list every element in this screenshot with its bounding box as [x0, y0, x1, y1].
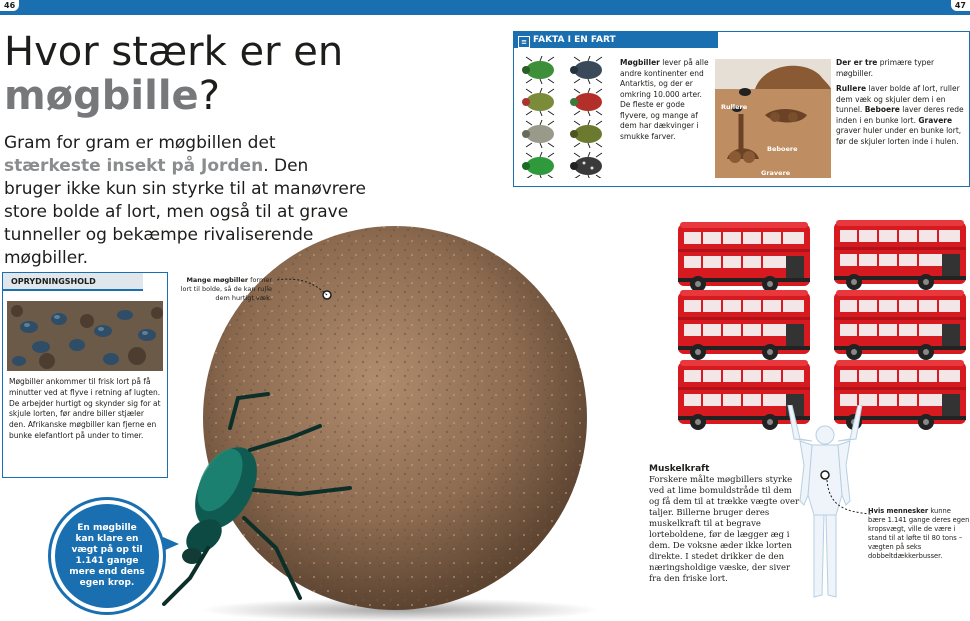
callout-line6: end dens: [95, 567, 145, 577]
human-note: [868, 507, 970, 561]
rullere-bold: Rullere: [836, 84, 867, 93]
strength-callout: [48, 497, 166, 615]
beetle-red-icon: [570, 88, 602, 116]
title-line1: Hvor stærk er en: [4, 29, 344, 75]
fakta-box: [513, 31, 970, 187]
ball-note-bold: Mange møgbiller: [186, 276, 249, 284]
callout-line2: kan klare en: [75, 534, 139, 544]
types-detail: [836, 84, 964, 147]
callout-pointer: [163, 535, 183, 555]
fakta-heading: [514, 32, 718, 48]
label-rullere: Rullere: [721, 103, 748, 111]
gravere-text: graver huler under en bunke lort, før de skjuler lorten inde i hulen.: [836, 126, 962, 146]
beetle-types-illustration: [715, 59, 831, 178]
oprydningshold-text: Møgbiller ankommer til frisk lort på få minutter ved at flyve i retning af lugten. De arbejder hurtigt og skynder sig for at skjule lorten, før andre biller stjæler den. Afrikanske møgbiller kan fjerne en bunke elefantlort på under to timer.: [9, 377, 161, 440]
intro-part2: . Den bruger ikke kun sin styrke til at manøvrere store bolde af lort, men også til at grave tunneller og bekæmpe rivaliserende møgbiller.: [4, 156, 366, 268]
soil-cross-section: [715, 59, 831, 178]
fakta-text-bold: Møgbiller: [620, 58, 660, 67]
callout-line5: mere: [69, 567, 96, 577]
callout-line3: vægt på op til: [71, 545, 143, 555]
strength-callout-inner: [55, 504, 159, 608]
beboere-text: laver deres rede inden i en bunke lort.: [836, 105, 964, 125]
beboere-bold: Beboere: [864, 105, 900, 114]
callout-line1: En møgbille: [77, 523, 137, 533]
fakta-types-text: [836, 58, 964, 147]
human-note-bold: Hvis mennesker: [868, 507, 929, 515]
intro-part1: Gram for gram er møgbillen det: [4, 133, 276, 153]
ball-note-text: former lort til bolde, så de kan rulle dem hurtigt væk.: [180, 276, 272, 302]
human-note-text: kunne bære 1.141 gange deres egen kropsvægt, ville de være i stand til at løfte til 80 tons – vægten på seks dobbeltdækkerbusser.: [868, 507, 970, 560]
beetles-on-dung-photo: [7, 301, 163, 371]
top-color-bar: [0, 0, 970, 15]
beetle-blue-icon: [570, 56, 602, 84]
oprydningshold-box: [2, 272, 168, 478]
label-gravere: Gravere: [761, 169, 791, 177]
bus-4: [834, 290, 966, 360]
types-bold: Der er tre: [836, 58, 878, 67]
ball-note: [180, 276, 272, 303]
page-number-right: 47: [951, 0, 970, 11]
title-tail: ?: [198, 73, 220, 119]
callout-line4: 1.141 gange: [75, 556, 139, 566]
intro-highlight: stærkeste insekt på Jorden: [4, 156, 264, 176]
beetle-gray-icon: [522, 120, 554, 148]
bus-2: [834, 220, 966, 290]
types-text: primære typer møgbiller.: [836, 58, 935, 78]
info-icon: ≡: [518, 36, 530, 48]
beetle-khaki-icon: [570, 120, 602, 148]
beetle-olive-icon: [522, 88, 554, 116]
oprydningshold-heading: OPRYDNINGSHOLD: [3, 273, 143, 291]
beetle-green-icon: [522, 56, 554, 84]
callout-line7: egen krop.: [79, 578, 135, 588]
bus-grid: [676, 220, 970, 434]
fakta-heading-text: FAKTA I EN FART: [533, 35, 616, 45]
title-accent: møgbille: [4, 73, 199, 119]
muskelkraft-title: Muskelkraft: [649, 464, 710, 474]
beetles-photo-drawing: [7, 301, 163, 371]
page-number-left: 46: [0, 0, 19, 11]
bus-1: [678, 222, 810, 292]
muskelkraft-text: [649, 464, 801, 585]
bus-3: [678, 290, 810, 360]
gravere-bold: Gravere: [918, 115, 953, 125]
fakta-text: [620, 58, 712, 142]
beetle-species-grid: [522, 54, 614, 182]
beetle-emerald-icon: [522, 152, 554, 178]
beetle-species-illustration: [522, 54, 614, 178]
beetle-dotted-icon: [570, 152, 602, 178]
types-intro: [836, 58, 964, 79]
fakta-text-body: lever på alle andre kontinenter end Antarktis, og der er omkring 10.000 arter. De fleste er gode flyvere, og mange af dem har dækvinger i smukke farver.: [620, 58, 709, 141]
rullere-text: laver bolde af lort, ruller dem væk og skjuler dem i en tunnel.: [836, 84, 960, 114]
muskelkraft-body: Forskere målte møgbillers styrke ved at lime bomuldstråde til dem og få dem til at trække vægte over taljer. Billerne bruger deres muskelkraft til at begrave lorteboldene, før de lægger æg i dem. De voksne æder ikke lorten direkte. I stedet drikker de den næringsholdige væske, der siver fra den friske lort.: [649, 475, 800, 584]
label-beboere: Beboere: [767, 145, 798, 153]
page-title: [4, 30, 343, 118]
